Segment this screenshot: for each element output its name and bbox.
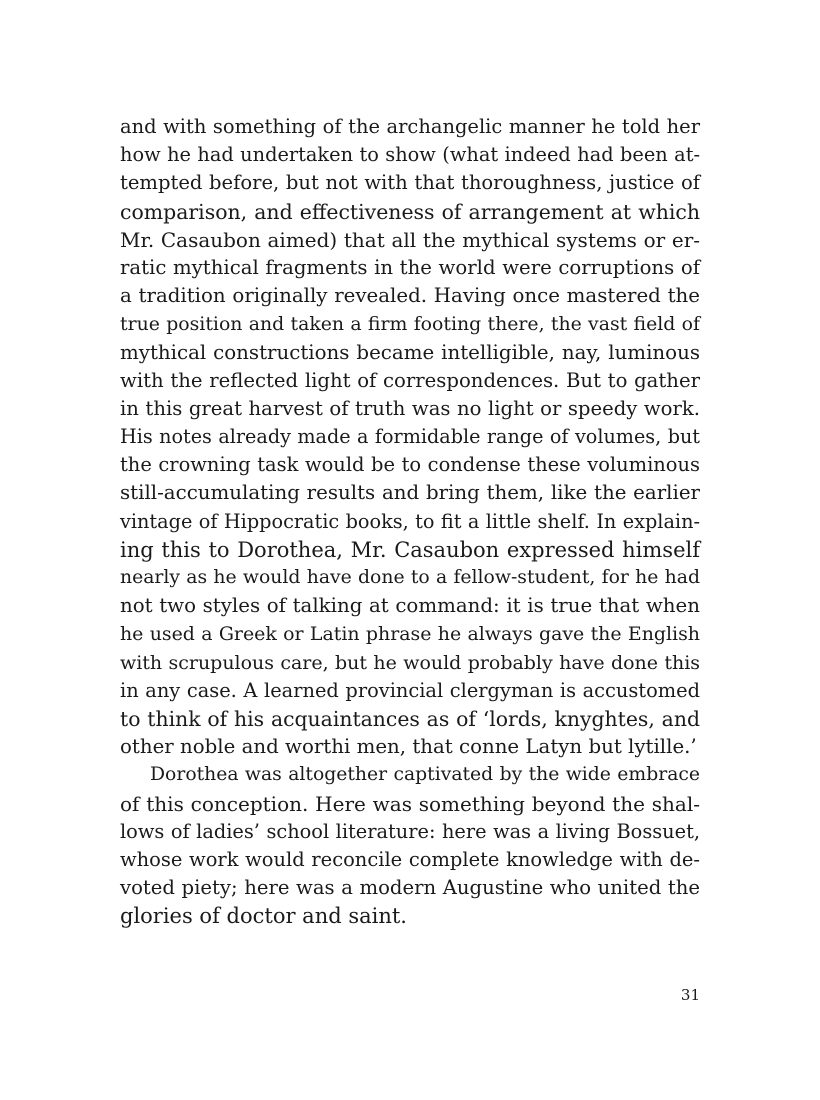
text-line: of this conception. Here was something beyond the shal- [120,791,700,816]
paragraph [120,113,700,761]
text-line: to think of his acquaintances as of ‘lords, knyghtes, and [120,706,700,731]
text-line: glories of doctor and saint. [120,904,407,929]
text-line: ratic mythical fragments in the world were corruptions of [120,255,700,279]
paragraph [120,761,700,930]
text-line: nearly as he would have done to a fellow-student, for he had [120,567,700,588]
text-line: ing this to Dorothea, Mr. Casaubon expressed himself [120,537,700,562]
body-text [120,113,700,930]
text-line: voted piety; here was a modern Augustine who united the [120,876,700,900]
text-line: whose work would reconcile complete knowledge with de- [120,847,700,871]
text-line: with scrupulous care, but he would probably have done this [120,651,700,674]
text-line: lows of ladies’ school literature: here was a living Bossuet, [120,819,700,843]
text-line: he used a Greek or Latin phrase he always gave the English [120,623,700,646]
text-line: in any case. A learned provincial clergyman is accustomed [120,678,700,702]
text-line: mythical constructions became intelligible, nay, luminous [120,340,700,364]
text-line: with the reflected light of correspondences. But to gather [120,368,700,392]
text-line: vintage of Hippocratic books, to fit a little shelf. In explain- [120,509,700,533]
text-line: tempted before, but not with that thoroughness, justice of [120,171,700,195]
text-line: Dorothea was altogether captivated by the wide embrace [150,764,700,786]
page-number: 31 [680,986,700,1004]
text-line: how he had undertaken to show (what indeed had been at- [120,143,700,167]
text-line: true position and taken a firm footing there, the vast field of [120,313,700,336]
text-line: comparison, and effectiveness of arrangement at which [120,199,700,224]
text-line: other noble and worthi men, that conne Latyn but lytille.’ [120,735,697,759]
text-line: not two styles of talking at command: it is true that when [120,594,700,618]
text-line: the crowning task would be to condense these voluminous [120,453,700,477]
text-line: His notes already made a formidable range of volumes, but [120,425,700,449]
text-line: Mr. Casaubon aimed) that all the mythical systems or er- [120,227,700,252]
text-line: in this great harvest of truth was no light or speedy work. [120,396,700,420]
text-line: and with something of the archangelic manner he told her [120,115,700,138]
text-line: still-accumulating results and bring them, like the earlier [120,481,700,505]
text-line: a tradition originally revealed. Having once mastered the [120,284,700,308]
